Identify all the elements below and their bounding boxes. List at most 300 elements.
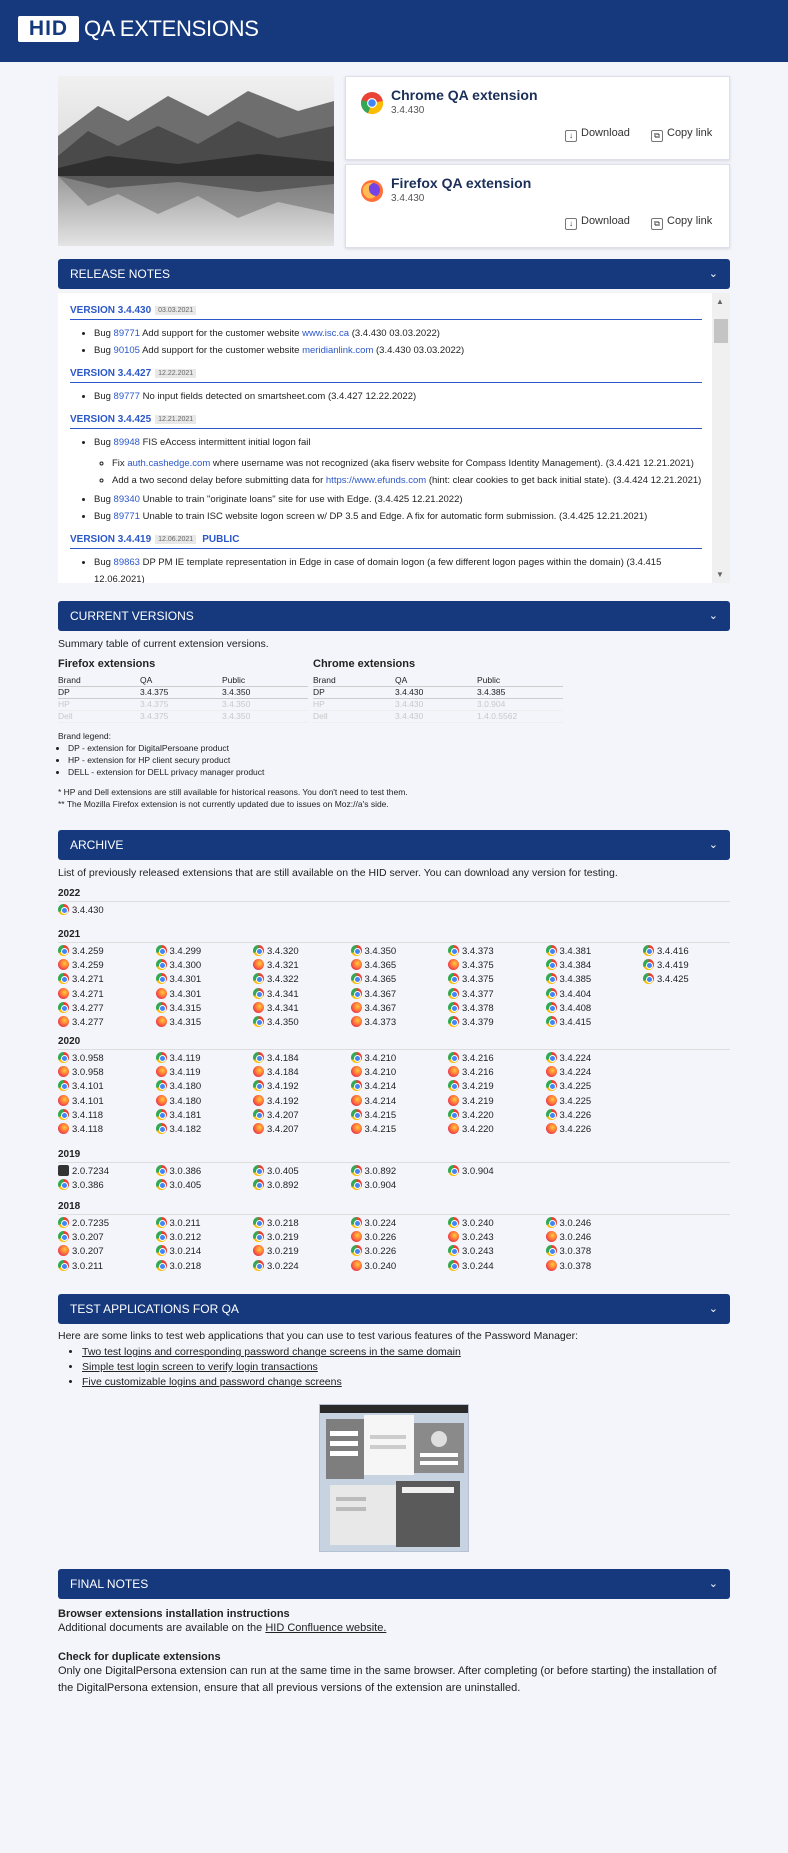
table-row <box>313 687 563 699</box>
item-suffix: (3.4.430 03.03.2022) <box>373 345 465 356</box>
archive-item[interactable] <box>253 973 299 987</box>
archive-version: 3.4.210 <box>364 1067 397 1079</box>
archive-item[interactable] <box>156 1095 202 1109</box>
archive-version: 3.0.386 <box>169 1166 202 1177</box>
archive-version: 3.4.416 <box>657 946 689 957</box>
archive-item[interactable] <box>58 1095 104 1109</box>
archive-version: 3.4.101 <box>72 1095 104 1107</box>
cell: 3.0.904 <box>477 699 506 709</box>
scroll-thumb[interactable] <box>714 319 728 343</box>
archive-version: 3.4.225 <box>559 1081 592 1093</box>
archive-version: 3.4.219 <box>462 1095 494 1107</box>
chrome-icon <box>253 1179 264 1190</box>
archive-version: 3.0.207 <box>72 1246 104 1258</box>
release-notes-header[interactable] <box>58 259 730 289</box>
archive-item[interactable] <box>253 1095 299 1109</box>
archive-version: 3.0.378 <box>559 1246 592 1258</box>
firefox-icon <box>546 1066 557 1077</box>
archive-item[interactable] <box>351 1179 397 1193</box>
archive-item[interactable] <box>58 1080 104 1094</box>
release-notes-panel <box>58 293 730 583</box>
chrome-icon <box>253 1052 264 1063</box>
install-paragraph <box>58 1620 730 1637</box>
archive-version: 3.0.386 <box>72 1180 104 1192</box>
archive-item[interactable] <box>58 1052 104 1066</box>
item-prefix: Bug <box>94 328 114 339</box>
archive-item[interactable] <box>156 1123 202 1137</box>
table-title: Chrome extensions <box>313 658 416 670</box>
chrome-icon <box>58 1080 69 1091</box>
archive-item[interactable] <box>351 1066 397 1080</box>
chevron-down-icon: ⌄ <box>708 1578 718 1590</box>
archive-version: 3.4.373 <box>364 1017 397 1028</box>
chrome-icon <box>448 1016 459 1027</box>
list-item <box>94 342 702 359</box>
archive-version: 3.4.119 <box>169 1053 201 1064</box>
archive-version: 3.0.243 <box>462 1246 494 1258</box>
archive-item[interactable] <box>58 988 104 1002</box>
chrome-icon <box>448 973 459 984</box>
chrome-icon <box>253 1217 264 1228</box>
version-date: 12.21.2021 <box>155 415 196 424</box>
archive-year: 2019 <box>58 1149 730 1163</box>
archive-item[interactable] <box>156 1080 202 1094</box>
archive-version: 3.4.365 <box>364 974 397 986</box>
current-versions-header[interactable] <box>58 601 730 631</box>
archive-item[interactable] <box>546 1052 592 1066</box>
archive-item[interactable] <box>546 1080 592 1094</box>
archive-item[interactable] <box>253 1080 299 1094</box>
archive-item[interactable] <box>448 1109 494 1123</box>
item-text: No input fields detected on smartsheet.com (3.4.427 12.22.2022) <box>139 391 417 402</box>
archive-item[interactable] <box>448 945 494 959</box>
archive-version: 3.4.341 <box>267 988 299 1000</box>
archive-item[interactable] <box>58 1260 103 1274</box>
archive-item[interactable] <box>448 1016 494 1030</box>
item-text: Add support for the customer website <box>139 345 303 356</box>
archive-version: 3.4.377 <box>462 988 494 1000</box>
archive-item[interactable] <box>253 1217 299 1231</box>
archive-item[interactable] <box>156 973 202 987</box>
archive-item[interactable] <box>156 1066 201 1080</box>
archive-version: 3.0.219 <box>267 1246 299 1258</box>
archive-version: 3.4.225 <box>559 1095 592 1107</box>
table-title: Firefox extensions <box>58 658 156 670</box>
chrome-icon <box>253 1260 264 1271</box>
archive-item[interactable] <box>448 1002 494 1016</box>
archive-item[interactable] <box>448 1095 494 1109</box>
archive-version: 3.0.240 <box>364 1260 397 1272</box>
cell: 3.4.375 <box>140 711 169 721</box>
archive-version: 3.0.246 <box>559 1218 592 1229</box>
archive-item[interactable] <box>58 959 104 973</box>
header-brand: Brand <box>58 675 81 685</box>
archive-item[interactable] <box>156 1179 202 1193</box>
archive-version: 3.0.405 <box>169 1180 202 1192</box>
archive-version: 3.4.226 <box>559 1109 592 1121</box>
archive-item[interactable] <box>351 1260 397 1274</box>
chrome-download-button[interactable] <box>565 127 630 142</box>
item-text: Unable to train "originate loans" site for use with Edge. (3.4.425 12.21.2022) <box>139 494 463 505</box>
bug-link[interactable]: 89340 <box>113 494 140 505</box>
archive-version: 3.4.216 <box>462 1053 494 1064</box>
archive-item[interactable] <box>58 1066 104 1080</box>
chrome-icon <box>156 1245 167 1256</box>
archive-item[interactable] <box>58 945 104 959</box>
header-qa: QA <box>395 675 408 685</box>
archive-item[interactable] <box>546 988 592 1002</box>
sub-items <box>94 455 702 489</box>
chrome-icon <box>156 959 167 970</box>
chrome-icon <box>351 1179 362 1190</box>
website-link[interactable]: auth.cashedge.com <box>127 458 211 469</box>
chrome-icon <box>156 1002 167 1013</box>
hero <box>58 76 730 248</box>
test-app-link[interactable]: Simple test login screen to verify login transactions <box>82 1361 318 1373</box>
bug-link[interactable]: 89863 <box>113 557 140 568</box>
archive-item[interactable] <box>156 988 202 1002</box>
version-label: VERSION 3.4.430 <box>70 305 152 316</box>
archive-version: 3.4.350 <box>364 946 397 957</box>
archive-item[interactable] <box>448 1245 494 1259</box>
archive-item[interactable] <box>58 1217 109 1231</box>
version-date: 12.22.2021 <box>155 369 196 378</box>
archive-item[interactable] <box>156 1217 201 1231</box>
download-label: Download <box>581 127 630 139</box>
firefox-icon <box>253 1095 264 1106</box>
archive-item[interactable] <box>156 1002 202 1016</box>
release-items <box>70 554 702 583</box>
firefox-download-button[interactable] <box>565 215 630 230</box>
list-item <box>94 508 702 525</box>
chrome-icon <box>253 945 264 956</box>
chrome-icon <box>448 1260 459 1271</box>
archive-item[interactable] <box>351 1080 397 1094</box>
archive-item[interactable] <box>351 1016 397 1030</box>
copy-label: Copy link <box>667 215 713 227</box>
archive-item[interactable] <box>546 1260 592 1274</box>
archive-version: 3.4.367 <box>364 1002 397 1014</box>
list-item <box>82 1360 461 1375</box>
archive-item[interactable] <box>253 1066 299 1080</box>
firefox-icon <box>546 1095 557 1106</box>
bug-link[interactable]: 90105 <box>113 345 140 356</box>
chevron-down-icon: ⌄ <box>708 610 718 622</box>
test-app-link[interactable]: Five customizable logins and password change screens <box>82 1376 342 1388</box>
archive-item[interactable] <box>351 959 397 973</box>
archive-item[interactable] <box>351 945 397 959</box>
chrome-icon <box>546 1052 557 1063</box>
archive-item[interactable] <box>546 1231 592 1245</box>
archive-item[interactable] <box>58 1109 103 1123</box>
archive-item[interactable] <box>448 1052 494 1066</box>
archive-item[interactable] <box>253 959 299 973</box>
archive-item[interactable] <box>156 1165 202 1179</box>
archive-year: 2021 <box>58 929 730 943</box>
archive-item[interactable] <box>253 1123 299 1137</box>
hid-logo[interactable]: HID <box>18 16 79 42</box>
archive-version: 3.4.301 <box>169 988 202 1000</box>
chrome-icon <box>253 988 264 999</box>
extension-name: Chrome QA extension <box>391 87 538 103</box>
chevron-down-icon: ⌄ <box>708 839 718 851</box>
firefox-icon <box>546 1231 557 1242</box>
archive-item[interactable] <box>351 1217 397 1231</box>
archive-item[interactable] <box>351 988 397 1002</box>
copy-icon: ⧉ <box>651 130 663 142</box>
bug-link[interactable]: 89777 <box>113 391 140 402</box>
archive-item[interactable] <box>58 1245 104 1259</box>
chrome-icon <box>156 1109 167 1120</box>
archive-item[interactable] <box>643 959 689 973</box>
chrome-icon <box>58 1179 69 1190</box>
archive-item[interactable] <box>546 1217 592 1231</box>
firefox-icon <box>156 1016 167 1027</box>
archive-item[interactable] <box>448 973 494 987</box>
firefox-icon <box>253 1002 264 1013</box>
final-notes-header[interactable] <box>58 1569 730 1599</box>
archive-item[interactable] <box>351 1123 397 1137</box>
list-item <box>112 472 702 489</box>
firefox-copy-link-button[interactable] <box>651 215 712 230</box>
archive-item[interactable] <box>546 1016 592 1030</box>
archive-version: 3.4.207 <box>267 1109 299 1121</box>
archive-item[interactable] <box>546 1123 592 1137</box>
chrome-icon <box>351 1052 362 1063</box>
archive-version: 3.0.958 <box>72 1067 104 1079</box>
archive-item[interactable] <box>546 959 592 973</box>
firefox-extension-card <box>345 164 730 248</box>
archive-item[interactable] <box>156 959 202 973</box>
archive-version: 3.4.210 <box>364 1053 397 1064</box>
website-link[interactable]: https://www.efunds.com <box>325 475 427 486</box>
firefox-icon <box>351 1095 362 1106</box>
archive-item[interactable] <box>546 945 592 959</box>
archive-item[interactable] <box>448 1217 494 1231</box>
archive-item[interactable] <box>253 1052 299 1066</box>
archive-version: 3.0.904 <box>462 1166 494 1177</box>
archive-version: 3.4.365 <box>364 960 397 972</box>
archive-year: 2020 <box>58 1036 730 1050</box>
archive-item[interactable] <box>156 1109 202 1123</box>
legend-item: • DELL - extension for DELL privacy manager product <box>68 766 408 778</box>
release-notes-list <box>70 297 702 583</box>
firefox-icon <box>58 1123 69 1134</box>
item-text: Add support for the customer website <box>139 328 303 339</box>
chrome-extension-card <box>345 76 730 160</box>
archive-item[interactable] <box>546 973 592 987</box>
chrome-icon <box>643 959 654 970</box>
chrome-icon <box>253 1231 264 1242</box>
chrome-icon <box>546 1016 557 1027</box>
archive-version: 3.4.224 <box>559 1067 592 1079</box>
download-icon: ↓ <box>565 130 577 142</box>
cell: DP <box>58 687 70 697</box>
scrollbar[interactable] <box>712 293 730 583</box>
archive-item[interactable] <box>351 1165 397 1179</box>
final-notes-body <box>58 1608 730 1697</box>
confluence-link[interactable]: HID Confluence website. <box>265 1622 387 1634</box>
archive-item[interactable] <box>253 988 299 1002</box>
firefox-icon <box>448 1095 459 1106</box>
firefox-icon <box>351 1066 362 1077</box>
archive-item[interactable] <box>58 973 104 987</box>
archive-item[interactable] <box>156 1052 201 1066</box>
archive-item[interactable] <box>448 1260 494 1274</box>
archive-item[interactable] <box>643 973 689 987</box>
list-item <box>82 1375 461 1390</box>
archive-item[interactable] <box>546 1066 592 1080</box>
archive-item[interactable] <box>351 1245 397 1259</box>
archive-item[interactable] <box>156 945 202 959</box>
archive-item[interactable] <box>351 1002 397 1016</box>
scroll-down-icon[interactable]: ▼ <box>716 570 724 579</box>
archive-item[interactable] <box>351 973 397 987</box>
chrome-icon <box>448 1002 459 1013</box>
item-prefix: Fix <box>112 458 128 469</box>
scroll-up-icon[interactable]: ▲ <box>716 297 724 306</box>
list-item <box>112 455 702 472</box>
chrome-icon <box>253 973 264 984</box>
archive-version: 3.4.277 <box>72 1017 104 1028</box>
firefox-icon <box>546 1123 557 1134</box>
archive-item[interactable] <box>546 1245 592 1259</box>
cell: HP <box>58 699 70 709</box>
chrome-icon <box>448 1109 459 1120</box>
archive-item[interactable] <box>448 959 494 973</box>
archive-item[interactable] <box>351 1095 397 1109</box>
archive-item[interactable] <box>58 1179 104 1193</box>
archive-version: 3.4.215 <box>364 1109 397 1121</box>
header-qa: QA <box>140 675 153 685</box>
chrome-icon <box>58 945 69 956</box>
archive-item[interactable] <box>58 1231 104 1245</box>
archive-version: 3.4.341 <box>267 1002 299 1014</box>
chrome-icon <box>448 1080 459 1091</box>
archive-version: 3.4.404 <box>559 988 592 1000</box>
archive-item[interactable] <box>351 1052 397 1066</box>
chrome-icon <box>448 1245 459 1256</box>
list-item <box>82 1345 461 1360</box>
test-apps-header[interactable] <box>58 1294 730 1324</box>
firefox-icon <box>253 1245 264 1256</box>
table-row <box>58 699 308 711</box>
archive-version: 3.4.419 <box>657 960 689 972</box>
archive-version: 3.0.958 <box>72 1053 104 1064</box>
version-heading <box>70 303 702 320</box>
legend-item: • DP - extension for DigitalPersoane product <box>68 742 408 754</box>
website-link[interactable]: www.isc.ca <box>302 328 350 339</box>
archive-item[interactable] <box>156 1260 202 1274</box>
release-items <box>70 434 702 525</box>
firefox-icon <box>253 959 264 970</box>
archive-item[interactable] <box>253 1245 299 1259</box>
extension-version: 3.4.430 <box>391 105 425 116</box>
archive-version: 3.0.214 <box>169 1246 202 1258</box>
archive-item[interactable] <box>253 1165 299 1179</box>
section-title: ARCHIVE <box>70 838 124 852</box>
archive-item[interactable] <box>156 1231 202 1245</box>
archive-item[interactable] <box>448 1066 494 1080</box>
archive-item[interactable] <box>448 1080 494 1094</box>
archive-item[interactable] <box>546 1095 592 1109</box>
copy-label: Copy link <box>667 127 713 139</box>
archive-version: 3.4.381 <box>559 946 592 957</box>
archive-item[interactable] <box>58 1016 104 1030</box>
firefox-icon <box>351 1123 362 1134</box>
archive-version: 3.0.246 <box>559 1232 592 1244</box>
website-link[interactable]: meridianlink.com <box>302 345 374 356</box>
firefox-versions-table <box>58 658 308 723</box>
archive-header[interactable] <box>58 830 730 860</box>
cell: HP <box>313 699 325 709</box>
archive-version: 3.4.271 <box>72 974 104 986</box>
cell: Dell <box>313 711 328 721</box>
archive-item[interactable] <box>546 1109 592 1123</box>
bug-link[interactable]: 89771 <box>113 328 140 339</box>
bug-link[interactable]: 89948 <box>113 437 140 448</box>
extension-version: 3.4.430 <box>391 193 425 204</box>
archive-version: 3.0.224 <box>267 1260 299 1272</box>
archive-version: 3.4.299 <box>169 946 202 957</box>
firefox-icon <box>58 1066 69 1077</box>
archive-item[interactable] <box>448 988 494 1002</box>
archive-item[interactable] <box>253 1016 299 1030</box>
archive-version: 2.0.7234 <box>72 1166 109 1177</box>
archive-item[interactable] <box>58 1002 104 1016</box>
archive-version: 3.4.192 <box>267 1095 299 1107</box>
archive-item[interactable] <box>448 1123 494 1137</box>
archive-item[interactable] <box>448 1165 494 1179</box>
archive-item[interactable] <box>58 1165 109 1179</box>
archive-item[interactable] <box>58 1123 103 1137</box>
duplicate-paragraph: Only one DigitalPersona extension can run at the same time in the same browser. After completing (or before starting) the installation of the DigitalPersona extension, ensure that all previous versions of the extension are uninstalled. <box>58 1665 717 1694</box>
archive-item[interactable] <box>643 945 689 959</box>
header-brand: Brand <box>313 675 336 685</box>
chrome-icon <box>58 904 69 915</box>
archive-version: 3.4.101 <box>72 1081 104 1093</box>
test-apps-intro: Here are some links to test web applications that you can use to test various features of the Password Manager: <box>58 1330 579 1342</box>
chrome-copy-link-button[interactable] <box>651 127 712 142</box>
section-title: RELEASE NOTES <box>70 267 171 281</box>
archive-version: 3.4.220 <box>462 1124 494 1135</box>
version-heading <box>70 532 702 549</box>
firefox-icon <box>448 959 459 970</box>
archive-item[interactable] <box>351 1109 397 1123</box>
archive-version: 3.4.207 <box>267 1124 299 1135</box>
chrome-icon <box>351 1109 362 1120</box>
install-text: Additional documents are available on the <box>58 1622 266 1634</box>
archive-item[interactable] <box>253 1002 299 1016</box>
archive-item[interactable] <box>448 1231 494 1245</box>
archive-version: 3.4.180 <box>169 1081 202 1093</box>
archive-item[interactable] <box>351 1231 397 1245</box>
archive-item[interactable] <box>253 1179 299 1193</box>
archive-version: 3.4.315 <box>169 1017 202 1028</box>
archive-item[interactable] <box>156 1245 202 1259</box>
archive-item[interactable] <box>253 1109 299 1123</box>
archive-item[interactable] <box>253 1260 299 1274</box>
chrome-icon <box>546 973 557 984</box>
chrome-icon <box>546 959 557 970</box>
archive-item[interactable] <box>253 945 299 959</box>
bug-link[interactable]: 89771 <box>113 511 140 522</box>
archive-item[interactable] <box>156 1016 202 1030</box>
archive-item[interactable] <box>58 904 104 918</box>
test-app-link[interactable]: Two test logins and corresponding password change screens in the same domain <box>82 1346 461 1358</box>
archive-item[interactable] <box>546 1002 592 1016</box>
archive-item[interactable] <box>253 1231 299 1245</box>
